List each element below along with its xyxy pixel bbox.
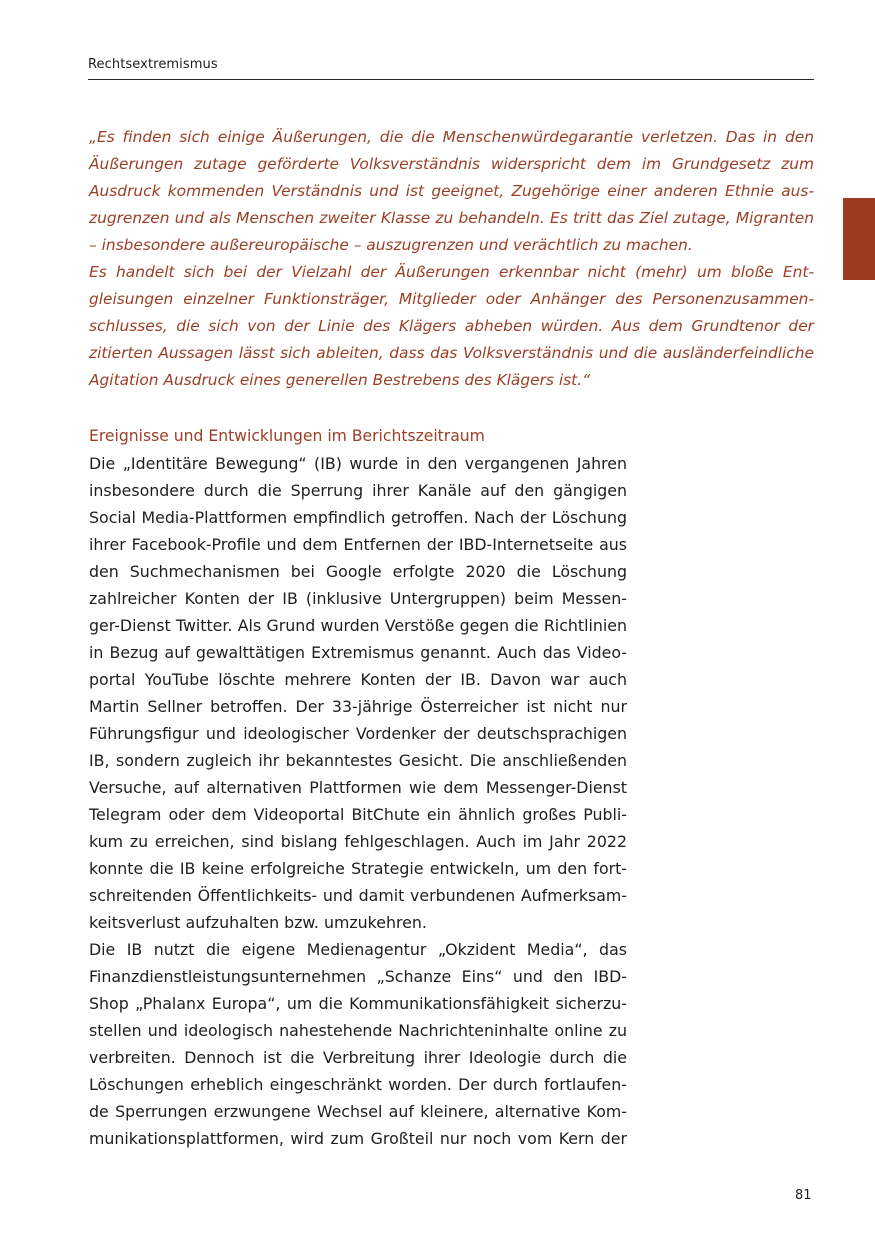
quote-paragraph-1: „Es finden sich einige Äußerungen, die die Menschenwürdegarantie verletzen. Das in den Äußerungen zutage geförderte Volksverständnis widerspricht dem im Grundgesetz zum Ausdruck kommenden Verständnis und ist geeignet, Zugehörige einer anderen Ethnie auszugrenzen und als Menschen zweiter Klasse zu behandeln. Es tritt das Ziel zutage, Migranten – insbesondere außereuropäische – auszugrenzen und verächtlich zu machen. [89, 128, 814, 254]
section-heading: Ereignisse und Entwicklungen im Berichtszeitraum [89, 427, 485, 445]
text-line: portal YouTube löschte mehrere Konten der IB. Davon war auch [89, 670, 627, 689]
text-line: IB, sondern zugleich ihr bekanntestes Gesicht. Die anschließenden [89, 751, 627, 770]
text-line: Die „Identitäre Bewegung“ (IB) wurde in den vergangenen Jahren [89, 454, 627, 473]
text-line: Löschungen erheblich eingeschränkt worden. Der durch fortlaufen- [89, 1075, 627, 1094]
text-line: Telegram oder dem Videoportal BitChute ein ähnlich großes Publi- [89, 805, 627, 824]
court-quote [89, 124, 814, 394]
text-line: den Suchmechanismen bei Google erfolgte 2020 die Löschung [89, 562, 627, 581]
text-line: kum zu erreichen, sind bislang fehlgeschlagen. Auch im Jahr 2022 [89, 832, 627, 851]
body-text [89, 450, 627, 1152]
header-rule [88, 79, 814, 80]
text-line: Die IB nutzt die eigene Medienagentur „Okzident Media“, das [89, 940, 627, 959]
text-line: de Sperrungen erzwungene Wechsel auf kleinere, alternative Kom- [89, 1102, 627, 1121]
text-line: Finanzdienstleistungsunternehmen „Schanze Eins“ und den IBD- [89, 967, 627, 986]
quote-paragraph-2: Es handelt sich bei der Vielzahl der Äußerungen erkennbar nicht (mehr) um bloße Entgleisungen einzelner Funktionsträger, Mitglieder oder Anhänger des Personenzusammenschlusses, die sich von der Linie des Klägers abheben würden. Aus dem Grundtenor der zitierten Aussagen lässt sich ableiten, dass das Volksverständnis und die ausländerfeindliche Agitation Ausdruck eines generellen Bestrebens des Klägers ist.“ [89, 263, 814, 389]
body-paragraph-1 [89, 450, 627, 936]
body-paragraph-2 [89, 936, 627, 1152]
text-line: zahlreicher Konten der IB (inklusive Untergruppen) beim Messen- [89, 589, 627, 608]
text-line: Martin Sellner betroffen. Der 33-jährige Österreicher ist nicht nur [89, 697, 627, 716]
text-line: ihrer Facebook-Profile und dem Entfernen der IBD-Internetseite aus [89, 535, 627, 554]
page-number: 81 [795, 1188, 812, 1203]
text-line: stellen und ideologisch nahestehende Nachrichteninhalte online zu [89, 1021, 627, 1040]
running-head: Rechtsextremismus [88, 57, 218, 72]
text-line: Social Media-Plattformen empfindlich getroffen. Nach der Löschung [89, 508, 627, 527]
text-line: konnte die IB keine erfolgreiche Strategie entwickeln, um den fort- [89, 859, 627, 878]
chapter-side-tab [843, 198, 875, 280]
text-line: munikationsplattformen, wird zum Großteil nur noch vom Kern der [89, 1129, 627, 1148]
text-line: schreitenden Öffentlichkeits- und damit verbundenen Aufmerksam- [89, 886, 627, 905]
text-line: verbreiten. Dennoch ist die Verbreitung ihrer Ideologie durch die [89, 1048, 627, 1067]
text-line: ger-Dienst Twitter. Als Grund wurden Verstöße gegen die Richtlinien [89, 616, 627, 635]
text-line: Shop „Phalanx Europa“, um die Kommunikationsfähigkeit sicherzu- [89, 994, 627, 1013]
text-line: Versuche, auf alternativen Plattformen wie dem Messenger-Dienst [89, 778, 627, 797]
text-line: Führungsfigur und ideologischer Vordenker der deutschsprachigen [89, 724, 627, 743]
text-line: keitsverlust aufzuhalten bzw. umzukehren. [89, 913, 427, 932]
text-line: in Bezug auf gewalttätigen Extremismus genannt. Auch das Video- [89, 643, 627, 662]
text-line: insbesondere durch die Sperrung ihrer Kanäle auf den gängigen [89, 481, 627, 500]
